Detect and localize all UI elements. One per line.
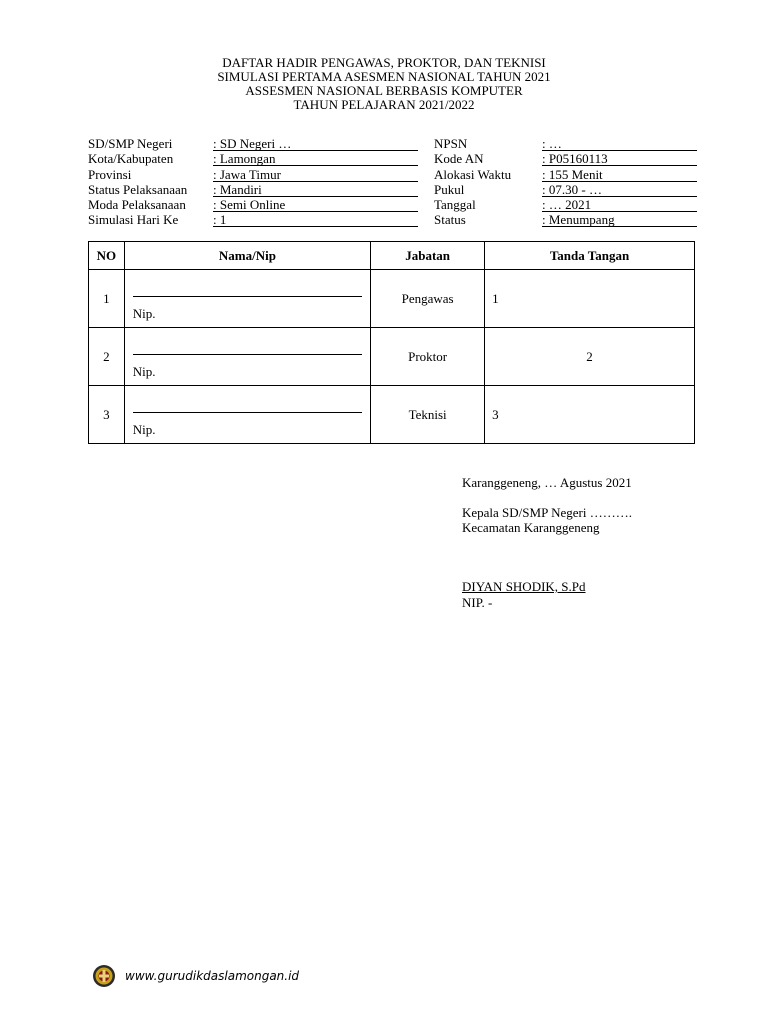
- info-row-pukul: [434, 182, 697, 197]
- info-row-alokasi: [434, 167, 697, 182]
- info-right-block: [434, 136, 697, 228]
- info-value: : 07.30 - …: [542, 182, 697, 197]
- info-label: Kota/Kabupaten: [88, 151, 174, 167]
- info-label: Pukul: [434, 181, 465, 197]
- table-header-row: [89, 242, 695, 270]
- info-value: : SD Negeri …: [213, 136, 418, 151]
- row-number: 3: [89, 386, 125, 444]
- name-signature-line: [133, 354, 363, 355]
- jabatan-cell: Pengawas: [371, 270, 485, 328]
- info-label: Alokasi Waktu: [434, 166, 512, 182]
- info-row-npsn: [434, 136, 697, 151]
- signer-name: DIYAN SHODIK, S.Pd: [462, 579, 586, 594]
- table-row: [89, 328, 695, 386]
- name-cell: [124, 270, 371, 328]
- info-row-tanggal: [434, 197, 697, 212]
- name-cell: [124, 328, 371, 386]
- signature-cell: 1: [485, 270, 695, 328]
- column-header-jabatan: Jabatan: [371, 242, 485, 270]
- info-label: Kode AN: [434, 151, 484, 167]
- info-value: : …: [542, 136, 697, 151]
- title-line-1: DAFTAR HADIR PENGAWAS, PROKTOR, DAN TEKNISI: [222, 55, 546, 70]
- jabatan-cell: Proktor: [371, 328, 485, 386]
- name-cell: [124, 386, 371, 444]
- name-signature-line: [133, 412, 363, 413]
- info-label: Tanggal: [434, 197, 476, 213]
- column-header-no: NO: [89, 242, 125, 270]
- table-row: [89, 270, 695, 328]
- title-line-2: SIMULASI PERTAMA ASESMEN NASIONAL TAHUN 2021: [217, 69, 551, 84]
- row-number: 2: [89, 328, 125, 386]
- info-row-hari: [88, 212, 418, 227]
- info-value: : Jawa Timur: [213, 167, 418, 182]
- info-label: Simulasi Hari Ke: [88, 212, 179, 228]
- info-value: : Semi Online: [213, 197, 418, 212]
- info-label: Moda Pelaksanaan: [88, 197, 186, 213]
- row-number: 1: [89, 270, 125, 328]
- info-value: : Menumpang: [542, 212, 697, 227]
- footer-url: www.gurudikdaslamongan.id: [125, 969, 300, 983]
- column-header-tanda-tangan: Tanda Tangan: [485, 242, 695, 270]
- info-value: : … 2021: [542, 197, 697, 212]
- title-line-3: ASSESMEN NASIONAL BERBASIS KOMPUTER: [245, 83, 523, 98]
- info-value: : Lamongan: [213, 151, 418, 166]
- info-row-province: [88, 167, 418, 182]
- info-row-city: [88, 151, 418, 166]
- attendance-table: [88, 241, 695, 444]
- signature-cell: 3: [485, 386, 695, 444]
- info-value: : 1: [213, 212, 418, 227]
- place-date: Karanggeneng, … Agustus 2021: [462, 475, 632, 490]
- table-row: [89, 386, 695, 444]
- signer-nip: NIP. -: [462, 595, 493, 610]
- info-row-school: [88, 136, 418, 151]
- info-row-kode-an: [434, 151, 697, 166]
- info-label: SD/SMP Negeri: [88, 136, 173, 151]
- signature-cell: 2: [485, 328, 695, 386]
- info-value: : Mandiri: [213, 182, 418, 197]
- info-value: : 155 Menit: [542, 167, 697, 182]
- column-header-nama: Nama/Nip: [124, 242, 371, 270]
- info-row-moda: [88, 197, 418, 212]
- info-value: : P05160113: [542, 151, 697, 166]
- nip-label: Nip.: [132, 364, 156, 379]
- document-title: [0, 56, 768, 112]
- signer-position-line-2: Kecamatan Karanggeneng: [462, 520, 600, 535]
- title-line-4: TAHUN PELAJARAN 2021/2022: [293, 97, 475, 112]
- info-label: Provinsi: [88, 166, 132, 182]
- jabatan-cell: Teknisi: [371, 386, 485, 444]
- emblem-logo-icon: [92, 964, 116, 988]
- nip-label: Nip.: [132, 422, 156, 437]
- info-label: Status Pelaksanaan: [88, 181, 188, 197]
- signer-position-line-1: Kepala SD/SMP Negeri ……….: [462, 505, 632, 520]
- info-row-status-pelaksanaan: [88, 182, 418, 197]
- name-signature-line: [133, 296, 363, 297]
- info-row-status: [434, 212, 697, 227]
- nip-label: Nip.: [132, 306, 156, 321]
- info-label: Status: [434, 212, 466, 228]
- info-label: NPSN: [434, 136, 468, 151]
- info-left-block: [88, 136, 418, 228]
